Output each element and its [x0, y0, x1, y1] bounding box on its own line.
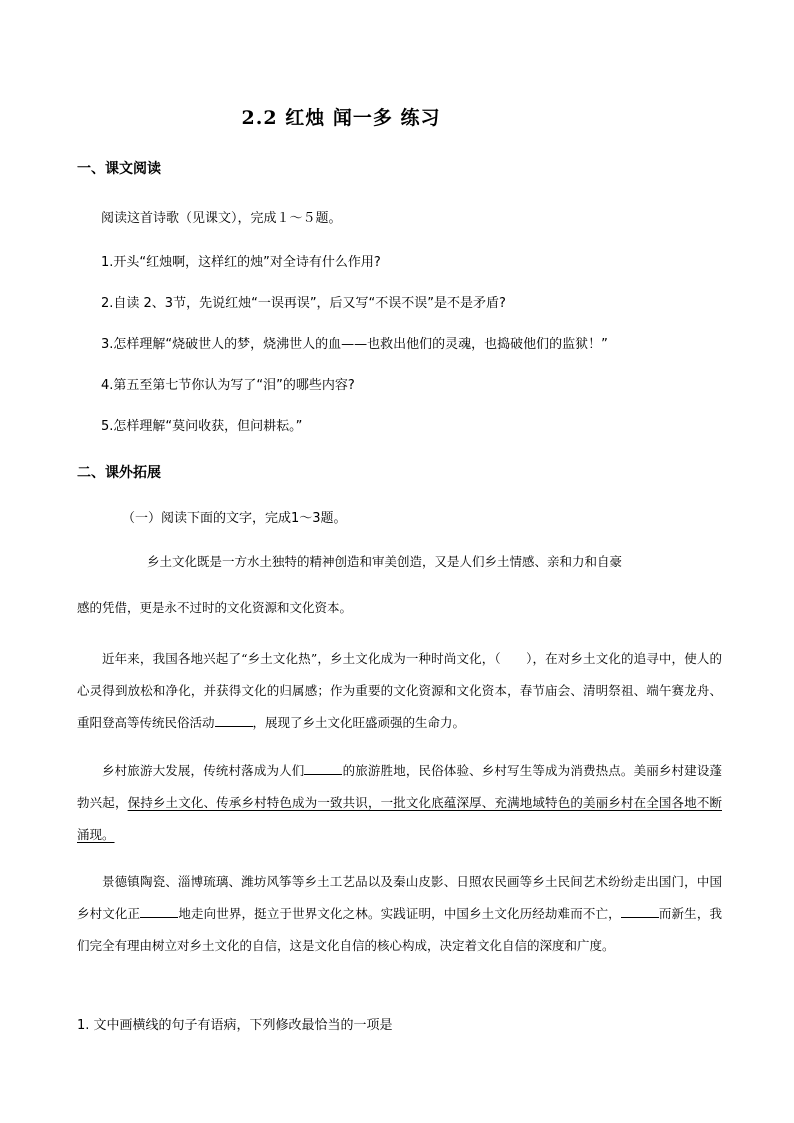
question-5: 5.怎样理解“莫问收获，但问耕耘。” [101, 419, 303, 434]
page-title: 2.2 红烛 闻一多 练习 [241, 107, 441, 129]
underlined-sentence: 保持乡土文化、传承乡村特色成为一致共识，一批文化底蕴深厚、充满地域特色的美丽乡村在全国各地不断涌现。 [77, 795, 722, 842]
passage-paragraph-4 [77, 866, 722, 962]
passage-paragraph-3 [77, 755, 722, 851]
section-heading-extension: 二、课外拓展 [77, 465, 161, 481]
question-2: 2.自读 2、3节，先说红烛“一误再误”，后又写“不误不误”是不是矛盾? [101, 296, 506, 311]
paragraph-4-text: 景德镇陶瓷、淄博琉璃、潍坊风筝等乡土工艺品以及秦山皮影、日照农民画等乡土民间艺术纷纷走出国门，中国乡村文化正 [77, 874, 722, 921]
passage-paragraph-1-line-2: 感的凭借，更是永不过时的文化资源和文化资本。 [77, 600, 353, 615]
paragraph-2-text: 近年来，我国各地兴起了“乡土文化热”，乡土文化成为一种时尚文化，（ ），在对乡土文化的追寻中，使人的心灵得到放松和净化，并获得文化的归属感；作为重要的文化资源和文化资本，春节庙会、清明祭祖、端午赛龙舟、重阳登高等传统民俗活动 [77, 651, 722, 730]
fill-blank [304, 762, 342, 775]
extension-question-1: 1. 文中画横线的句子有语病，下列修改最恰当的一项是 [77, 1018, 393, 1033]
fill-blank [215, 714, 253, 727]
paragraph-4-text-mid: 地走向世界，挺立于世界文化之林。实践证明，中国乡土文化历经劫难而不亡， [178, 906, 621, 921]
question-4: 4.第五至第七节你认为写了“泪”的哪些内容? [101, 378, 355, 393]
fill-blank [140, 905, 178, 918]
section-heading-reading: 一、课文阅读 [77, 161, 161, 177]
paragraph-4-text-end: 而新生，我们完全有理由树立对乡土文化的自信，这是文化自信的核心构成，决定着文化自信的深度和广度。 [77, 906, 722, 953]
paragraph-2-text-end: ，展现了乡土文化旺盛顽强的生命力。 [252, 715, 466, 730]
question-3: 3.怎样理解“烧破世人的梦，烧沸世人的血——也救出他们的灵魂，也捣破他们的监狱！” [101, 337, 608, 352]
reading-instruction: 阅读这首诗歌（见课文），完成１～５题。 [101, 211, 342, 226]
fill-blank [621, 905, 659, 918]
paragraph-3-text-mid: 的旅游胜地，民俗体验、乡村写生等成为消费热点。美丽乡村建设蓬勃兴起， [77, 763, 722, 810]
question-1: 1.开头“红烛啊，这样红的烛”对全诗有什么作用? [101, 255, 381, 270]
passage-paragraph-2 [77, 643, 722, 739]
paragraph-3-text: 乡村旅游大发展，传统村落成为人们 [102, 763, 305, 778]
passage-paragraph-1-line-1: 乡土文化既是一方水土独特的精神创造和审美创造，又是人们乡土情感、亲和力和自豪 [147, 554, 623, 569]
extension-instruction: （一）阅读下面的文字，完成1～3题。 [122, 511, 347, 526]
